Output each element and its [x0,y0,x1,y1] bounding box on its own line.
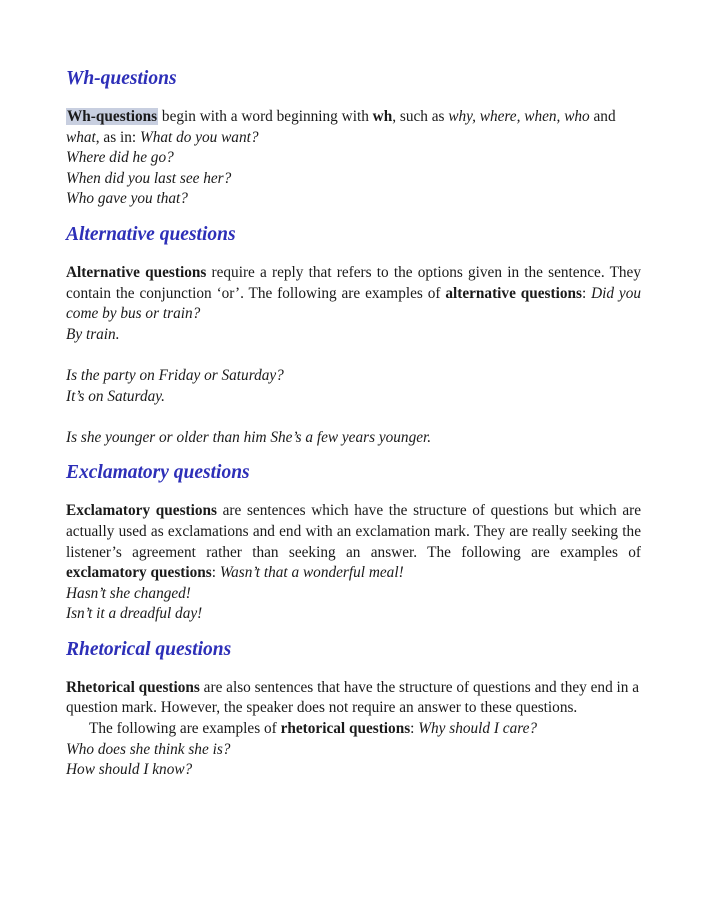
example: Did you come by bus or train? [66,284,642,323]
example-line: Is the party on Friday or Saturday? [66,366,284,384]
rhetorical-examples-intro: The following are examples of rhetorical questions: Why should I care? [89,720,538,738]
blank-line [66,407,641,428]
heading-alternative-questions: Alternative questions [66,223,236,245]
highlighted-term: Wh-questions [67,108,158,125]
example: Wasn’t that a wonderful meal! [219,564,404,582]
example-line: It’s on Saturday. [66,387,166,405]
example-line: Who does she think she is? [66,740,231,758]
example-line: Is she younger or older than him She’s a few years younger. [66,428,432,446]
section-rhetorical-questions [66,678,641,781]
section-wh-questions [66,107,641,210]
blank-line [66,345,641,366]
example-line: When did you last see her? [66,169,232,187]
section-exclamatory-questions [66,501,641,625]
example-line: Where did he go? [66,149,174,167]
heading-exclamatory-questions: Exclamatory questions [66,462,250,484]
heading-wh-questions: Wh-questions [66,68,177,89]
example-line: Hasn’t she changed! [66,584,191,602]
rhetorical-questions-paragraph: Rhetorical questions are also sentences that have the structure of questions and they end in a question mark. However, the speaker does not require an answer to these questions. [66,678,640,717]
section-alternative-questions [66,263,641,448]
exclamatory-questions-paragraph: Exclamatory questions are sentences which have the structure of questions but which are actually used as exclamations and end with an exclamation mark. They are really seeking the listener’s agreement rather than seeking an answer. The following are examples of exclamatory questions: Wasn’t that a wonderful meal! [66,502,641,582]
example: What do you want? [139,128,259,146]
example-line: By train. [66,325,120,343]
example-line: Who gave you that? [66,190,188,208]
example-line: How should I know? [66,761,193,779]
alternative-questions-paragraph: Alternative questions require a reply that refers to the options given in the sentence. They contain the conjunction ‘or’. The following are examples of alternative questions: Did you come by bus or train? [66,263,642,323]
example-line: Isn’t it a dreadful day! [66,605,203,623]
heading-rhetorical-questions: Rhetorical questions [66,638,232,660]
example: Why should I care? [418,720,538,738]
wh-questions-paragraph: Wh-questions begin with a word beginning with wh, such as why, where, when, who and what, as in: What do you want? [66,108,616,146]
